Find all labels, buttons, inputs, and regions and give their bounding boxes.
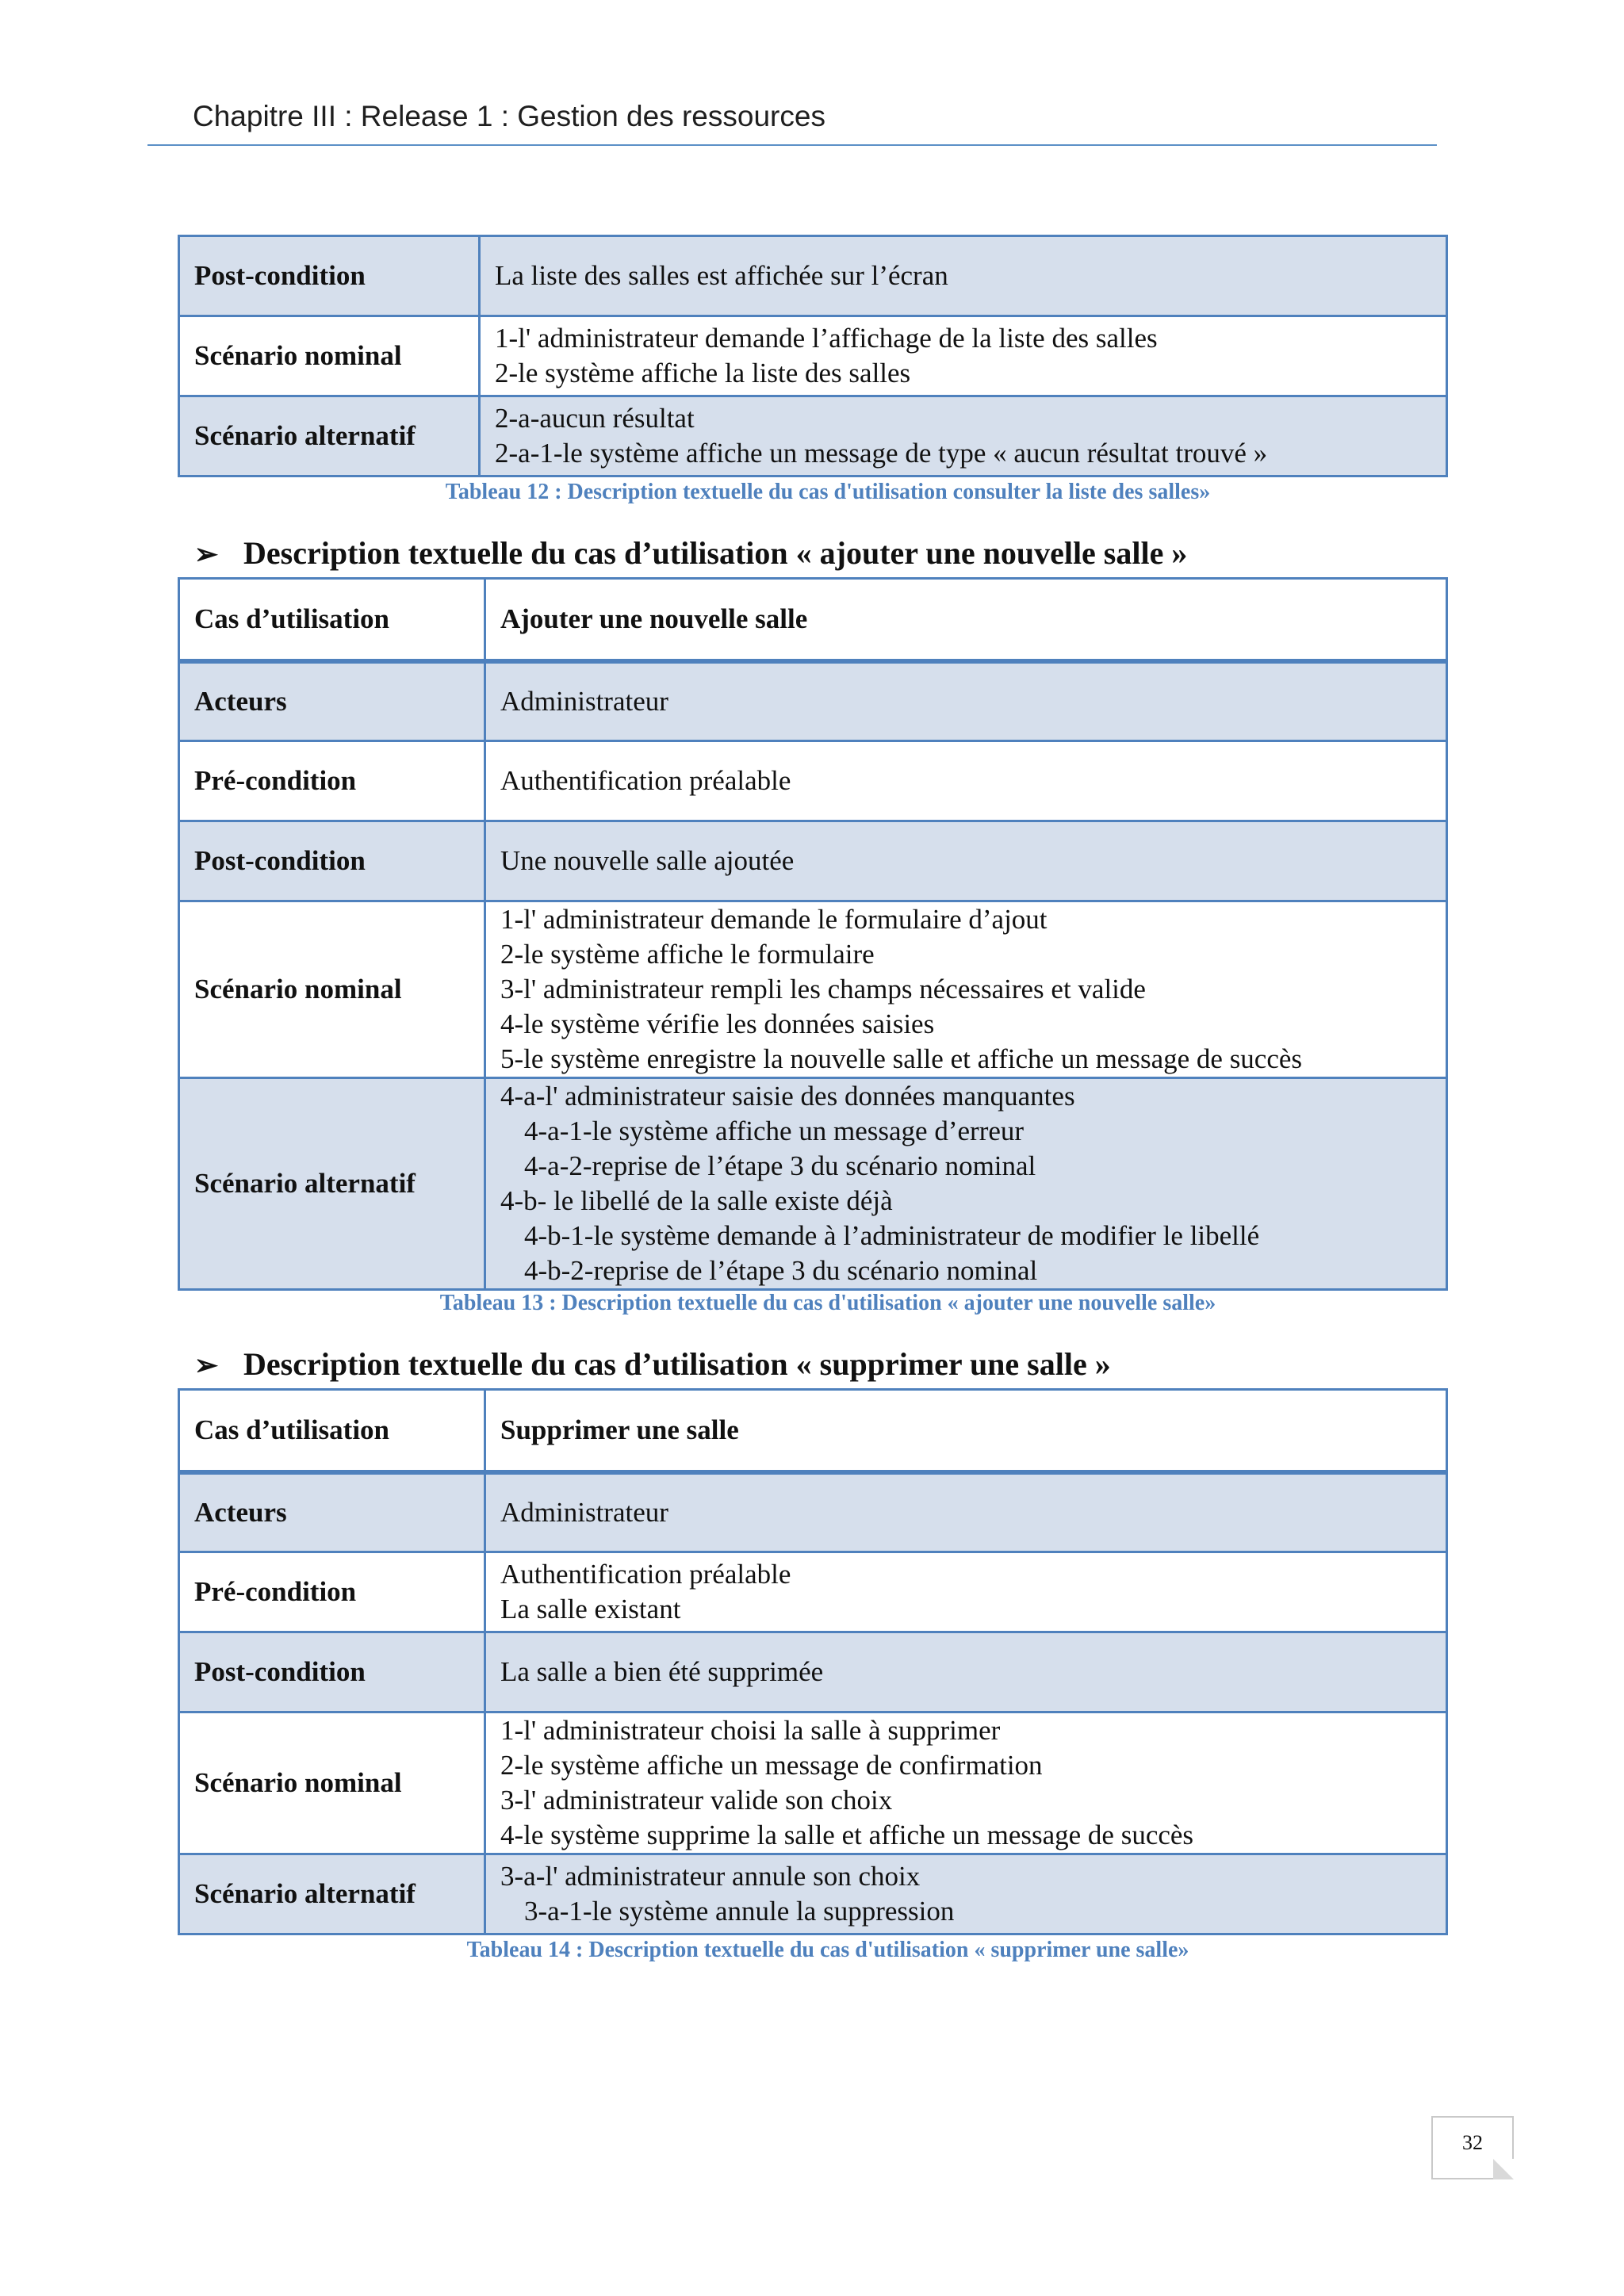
row-value	[485, 1552, 1447, 1632]
text-line: 1-l' administrateur choisi la salle à supprimer	[500, 1715, 1001, 1746]
row-label: Scénario nominal	[179, 901, 485, 1078]
row-value: Ajouter une nouvelle salle	[485, 579, 1447, 661]
table-row	[179, 236, 1447, 316]
row-value	[485, 821, 1447, 901]
chapter-header: Chapitre III : Release 1 : Gestion des ressources	[193, 100, 825, 132]
row-value	[485, 1078, 1447, 1290]
table-row	[179, 1854, 1447, 1934]
table-13	[178, 577, 1448, 1291]
header-rule	[147, 144, 1437, 146]
row-value	[485, 1472, 1447, 1552]
row-label: Scénario nominal	[179, 316, 480, 396]
section-heading	[194, 1345, 1111, 1384]
row-label: Acteurs	[179, 661, 485, 741]
text-line: 4-b-2-reprise de l’étape 3 du scénario nominal	[524, 1255, 1038, 1286]
text-line: 4-le système supprime la salle et affiche un message de succès	[500, 1820, 1194, 1850]
table-row	[179, 901, 1447, 1078]
table-caption: Tableau 14 : Description textuelle du cas d'utilisation « supprimer une salle»	[466, 1938, 1189, 1962]
row-label: Scénario nominal	[179, 1712, 485, 1854]
table-row	[179, 396, 1447, 476]
arrow-bullet-icon: ➢	[194, 538, 219, 570]
text-line: Une nouvelle salle ajoutée	[500, 845, 795, 876]
table-caption: Tableau 12 : Description textuelle du cas d'utilisation consulter la liste des salles»	[445, 480, 1211, 504]
text-line: 4-le système vérifie les données saisies	[500, 1008, 935, 1039]
row-label: Scénario alternatif	[179, 1078, 485, 1290]
table-row	[179, 1712, 1447, 1854]
row-value	[485, 901, 1447, 1078]
text-line: La salle a bien été supprimée	[500, 1656, 824, 1687]
row-value: Supprimer une salle	[485, 1390, 1447, 1472]
row-label: Pré-condition	[179, 741, 485, 821]
table-12	[178, 235, 1448, 477]
text-line: 1-l' administrateur demande le formulaire d’ajout	[500, 904, 1048, 935]
table-row	[179, 661, 1447, 741]
table-row	[179, 1632, 1447, 1712]
section-heading	[194, 534, 1187, 573]
arrow-bullet-icon: ➢	[194, 1349, 219, 1381]
text-line: 1-l' administrateur demande l’affichage de la liste des salles	[495, 323, 1158, 354]
text-line: 3-l' administrateur valide son choix	[500, 1785, 893, 1816]
text-line: 4-b-1-le système demande à l’administrateur de modifier le libellé	[524, 1220, 1260, 1251]
text-line: 4-a-2-reprise de l’étape 3 du scénario nominal	[524, 1150, 1036, 1181]
text-line: La liste des salles est affichée sur l’écran	[495, 260, 948, 291]
table-row	[179, 821, 1447, 901]
row-value	[485, 1854, 1447, 1934]
text-line: 2-a-1-le système affiche un message de type « aucun résultat trouvé »	[495, 438, 1268, 469]
text-line: 5-le système enregistre la nouvelle salle et affiche un message de succès	[500, 1043, 1303, 1074]
text-line: 2-le système affiche un message de confirmation	[500, 1750, 1043, 1781]
text-line: 4-a-l' administrateur saisie des données manquantes	[500, 1081, 1075, 1112]
table-row	[179, 316, 1447, 396]
text-line: Authentification préalable	[500, 1559, 791, 1590]
row-label: Post-condition	[179, 821, 485, 901]
row-label: Scénario alternatif	[179, 1854, 485, 1934]
row-label: Pré-condition	[179, 1552, 485, 1632]
table-caption: Tableau 13 : Description textuelle du cas d'utilisation « ajouter une nouvelle salle»	[439, 1291, 1216, 1315]
text-line: 3-a-l' administrateur annule son choix	[500, 1861, 921, 1892]
table-header-row	[179, 1390, 1447, 1472]
row-value	[480, 396, 1447, 476]
row-value	[480, 316, 1447, 396]
row-label: Cas d’utilisation	[179, 1390, 485, 1472]
row-value	[480, 236, 1447, 316]
row-label: Post-condition	[179, 236, 480, 316]
section-heading-text: Description textuelle du cas d’utilisation « ajouter une nouvelle salle »	[243, 535, 1188, 571]
text-line: 3-l' administrateur rempli les champs nécessaires et valide	[500, 974, 1146, 1004]
row-value	[485, 1632, 1447, 1712]
text-line: Administrateur	[500, 1496, 668, 1528]
row-value	[485, 661, 1447, 741]
table-row	[179, 741, 1447, 821]
row-label: Post-condition	[179, 1632, 485, 1712]
page-fold-corner	[1493, 2159, 1514, 2179]
text-line: 3-a-1-le système annule la suppression	[524, 1896, 955, 1927]
page-number-box	[1431, 2116, 1514, 2179]
table-14	[178, 1388, 1448, 1935]
page-number: 32	[1462, 2131, 1483, 2154]
text-line: La salle existant	[500, 1594, 681, 1624]
table-row	[179, 1078, 1447, 1290]
table-header-row	[179, 579, 1447, 661]
text-line: 2-a-aucun résultat	[495, 403, 695, 434]
text-line: 2-le système affiche le formulaire	[500, 939, 875, 970]
text-line: Administrateur	[500, 685, 668, 717]
section-heading-text: Description textuelle du cas d’utilisation « supprimer une salle »	[243, 1346, 1111, 1382]
text-line: 4-a-1-le système affiche un message d’erreur	[524, 1115, 1025, 1146]
row-value	[485, 741, 1447, 821]
row-label: Cas d’utilisation	[179, 579, 485, 661]
table-row	[179, 1552, 1447, 1632]
row-value	[485, 1712, 1447, 1854]
row-label: Acteurs	[179, 1472, 485, 1552]
row-label: Scénario alternatif	[179, 396, 480, 476]
text-line: 2-le système affiche la liste des salles	[495, 358, 911, 388]
table-row	[179, 1472, 1447, 1552]
text-line: Authentification préalable	[500, 765, 791, 796]
text-line: 4-b- le libellé de la salle existe déjà	[500, 1185, 893, 1216]
